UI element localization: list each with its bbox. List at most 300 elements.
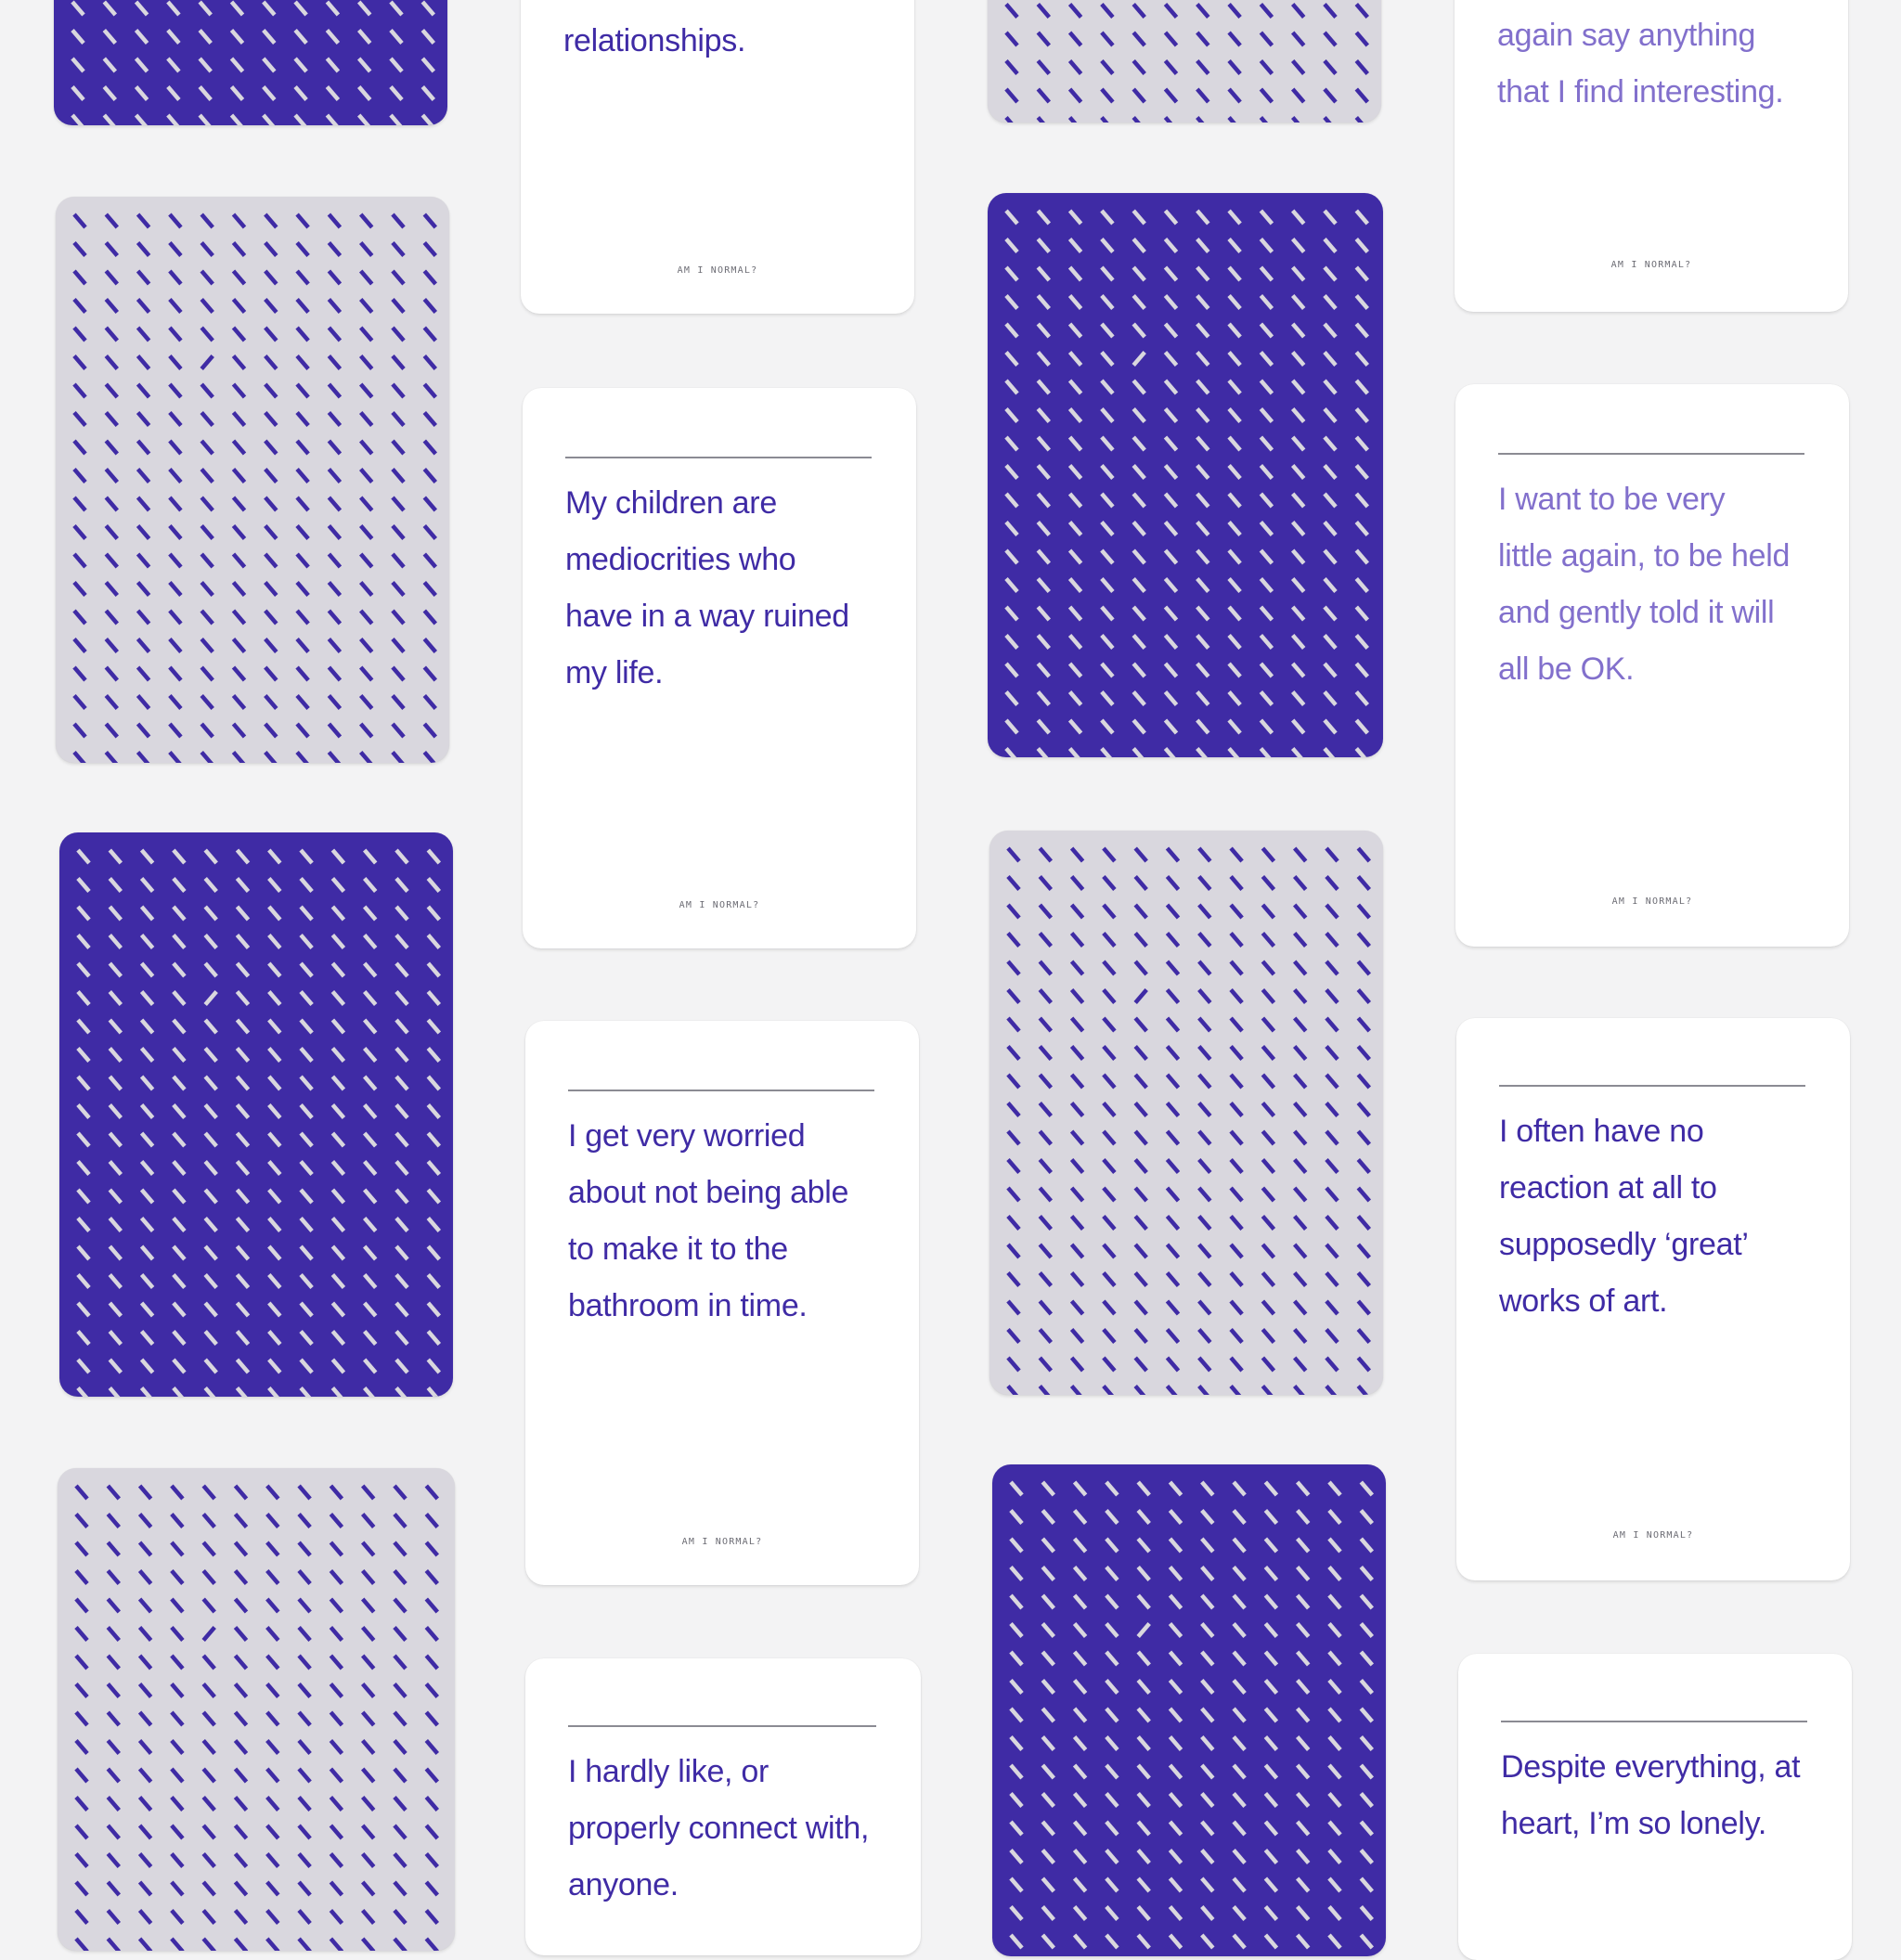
pattern-dash [269, 1275, 280, 1288]
pattern-dash [269, 907, 280, 920]
pattern-dash [1231, 1075, 1242, 1088]
pattern-dash [1166, 211, 1177, 224]
pattern-dash [426, 1486, 437, 1499]
pattern-dash [1202, 1567, 1213, 1580]
pattern-dash [174, 1388, 185, 1398]
pattern-dash [365, 1332, 376, 1345]
pattern-dash [1133, 720, 1144, 733]
pattern-dash [424, 470, 435, 483]
pattern-dash [1133, 296, 1144, 309]
pattern-dash [332, 935, 343, 948]
pattern-dash [1234, 1935, 1245, 1948]
pattern-dash [1040, 1188, 1051, 1201]
pattern-dash [1038, 267, 1049, 280]
pattern-dash [1197, 466, 1209, 479]
pattern-dash [1133, 522, 1144, 535]
pattern-dash [297, 583, 308, 596]
pattern-dash [332, 1219, 343, 1231]
pattern-dash [301, 1133, 312, 1146]
pattern-dash [1135, 1217, 1146, 1230]
pattern-dash [1104, 1244, 1115, 1257]
pattern-dash [106, 271, 117, 284]
pattern-dash [1356, 296, 1367, 309]
pattern-dash [110, 1219, 121, 1231]
pattern-dash [136, 2, 148, 15]
pattern-dash [1104, 1188, 1115, 1201]
pattern-dash [1325, 494, 1336, 507]
pattern-dash [1326, 1301, 1338, 1314]
pattern-dash [140, 1825, 151, 1838]
pattern-dash [1326, 1386, 1338, 1396]
pattern-dash [1262, 1386, 1274, 1396]
pattern-dash [1042, 1652, 1054, 1665]
pattern-dash [1202, 1652, 1213, 1665]
pattern-dash [78, 1190, 89, 1203]
pattern-dash [1042, 1539, 1054, 1552]
pattern-dash [1231, 1273, 1242, 1286]
pattern-dash [327, 87, 338, 100]
pattern-dash [1006, 550, 1017, 563]
pattern-dash [330, 1825, 342, 1838]
pattern-dash [205, 1219, 216, 1231]
pattern-dash [1358, 1330, 1369, 1343]
card-front [525, 1021, 919, 1585]
pattern-dash [1293, 118, 1304, 123]
pattern-dash [1295, 1301, 1306, 1314]
pattern-dash [201, 356, 213, 369]
pattern-dash [1011, 1907, 1022, 1920]
pattern-dash [365, 1360, 376, 1373]
pattern-dash [297, 724, 308, 737]
pattern-dash [330, 1486, 342, 1499]
pattern-dash [1356, 466, 1367, 479]
pattern-dash [138, 214, 149, 227]
pattern-dash [203, 1486, 214, 1499]
pattern-dash [426, 1684, 437, 1697]
pattern-dash [1199, 1075, 1210, 1088]
pattern-dash [424, 271, 435, 284]
pattern-dash [301, 850, 312, 863]
pattern-dash [1361, 1511, 1372, 1524]
pattern-dash [1008, 1273, 1019, 1286]
pattern-dash [110, 963, 121, 976]
pattern-dash [238, 1388, 249, 1398]
pattern-dash [1040, 990, 1051, 1003]
pattern-dash [110, 1360, 121, 1373]
pattern-dash [140, 1741, 151, 1754]
pattern-dash [1042, 1511, 1054, 1524]
pattern-dash [361, 667, 372, 680]
pattern-dash [1197, 522, 1209, 535]
pattern-dash [201, 300, 213, 313]
pattern-dash [76, 1628, 87, 1641]
pattern-dash [142, 1275, 153, 1288]
pattern-dash [104, 115, 115, 125]
pattern-dash [110, 992, 121, 1005]
pattern-dash [1038, 692, 1049, 705]
pattern-dash [1011, 1539, 1022, 1552]
pattern-dash [269, 1190, 280, 1203]
pattern-dash [330, 1882, 342, 1895]
pattern-dash [1295, 1330, 1306, 1343]
pattern-dash [393, 639, 404, 652]
pattern-dash [1070, 239, 1081, 252]
pattern-dash [361, 470, 372, 483]
pattern-dash [1326, 934, 1338, 947]
pattern-dash [426, 1628, 437, 1641]
pattern-dash [1199, 1386, 1210, 1396]
pattern-dash [428, 879, 439, 892]
card-quote: relationships. [563, 23, 746, 58]
pattern-dash [424, 611, 435, 624]
card-brand: AM I NORMAL? [681, 1537, 763, 1547]
pattern-dash [426, 1911, 437, 1924]
pattern-dash [201, 753, 213, 764]
pattern-dash [1006, 118, 1017, 123]
pattern-dash [297, 271, 308, 284]
card-quote: again say anything that I find interesting. [1497, 18, 1784, 110]
pattern-dash [301, 935, 312, 948]
pattern-dash [74, 583, 85, 596]
pattern-dash [1070, 636, 1081, 649]
pattern-dash [1325, 353, 1336, 366]
pattern-dash [1138, 1624, 1149, 1637]
pattern-dash [1135, 990, 1146, 1003]
pattern-dash [106, 753, 117, 764]
pattern-dash [295, 115, 306, 125]
pattern-dash [205, 879, 216, 892]
pattern-dash [1265, 1652, 1276, 1665]
pattern-dash [1326, 1330, 1338, 1343]
pattern-dash [1293, 749, 1304, 758]
card-back-grey [58, 1468, 455, 1951]
pattern-dash [174, 1360, 185, 1373]
pattern-dash [110, 879, 121, 892]
pattern-dash [1168, 1217, 1179, 1230]
pattern-dash [1261, 749, 1272, 758]
pattern-dash [1356, 409, 1367, 422]
pattern-dash [1326, 848, 1338, 861]
pattern-dash [1329, 1850, 1340, 1863]
pattern-dash [426, 1741, 437, 1754]
pattern-dash [1038, 239, 1049, 252]
pattern-dash [74, 441, 85, 454]
pattern-dash [1202, 1822, 1213, 1835]
pattern-dash [142, 963, 153, 976]
pattern-dash [1234, 1822, 1245, 1835]
card-brand: AM I NORMAL? [1611, 896, 1693, 907]
pattern-dash [110, 1246, 121, 1259]
pattern-dash [428, 1246, 439, 1259]
pattern-dash [1133, 118, 1144, 123]
pattern-dash [1070, 409, 1081, 422]
pattern-dash [1231, 934, 1242, 947]
pattern-dash [329, 696, 340, 709]
pattern-dash [393, 300, 404, 313]
pattern-dash [1358, 877, 1369, 890]
pattern-dash [110, 1020, 121, 1033]
pattern-dash [1133, 5, 1144, 18]
pattern-dash [201, 243, 213, 256]
pattern-dash [1199, 1160, 1210, 1173]
pattern-dash [1231, 1018, 1242, 1031]
pattern-dash [1168, 1273, 1179, 1286]
pattern-dash [1229, 5, 1240, 18]
pattern-dash [1133, 239, 1144, 252]
pattern-dash [1102, 267, 1113, 280]
pattern-dash [1358, 1075, 1369, 1088]
pattern-dash [1358, 934, 1369, 947]
dash-pattern [992, 1464, 1386, 1956]
pattern-dash [1199, 1301, 1210, 1314]
pattern-dash [205, 992, 216, 1005]
pattern-dash [78, 963, 89, 976]
pattern-dash [1008, 934, 1019, 947]
pattern-dash [1133, 324, 1144, 337]
pattern-dash [1197, 409, 1209, 422]
pattern-dash [1166, 692, 1177, 705]
pattern-dash [138, 724, 149, 737]
pattern-dash [1040, 1301, 1051, 1314]
pattern-dash [170, 271, 181, 284]
pattern-dash [426, 1854, 437, 1867]
pattern-dash [297, 696, 308, 709]
pattern-dash [1168, 877, 1179, 890]
pattern-dash [1234, 1765, 1245, 1778]
pattern-dash [1325, 522, 1336, 535]
pattern-dash [234, 300, 245, 313]
pattern-dash [393, 413, 404, 426]
pattern-dash [428, 1077, 439, 1090]
pattern-dash [330, 1656, 342, 1669]
pattern-dash [138, 611, 149, 624]
pattern-dash [265, 356, 277, 369]
pattern-dash [330, 1939, 342, 1951]
pattern-dash [394, 1939, 406, 1951]
pattern-dash [332, 1360, 343, 1373]
pattern-dash [365, 1219, 376, 1231]
pattern-dash [1170, 1935, 1182, 1948]
pattern-dash [265, 696, 277, 709]
pattern-dash [269, 1162, 280, 1175]
pattern-dash [396, 1303, 407, 1316]
pattern-dash [1040, 961, 1051, 974]
pattern-dash [1262, 1047, 1274, 1060]
pattern-dash [1102, 720, 1113, 733]
pattern-dash [1199, 1244, 1210, 1257]
pattern-dash [172, 1911, 183, 1924]
pattern-dash [1011, 1822, 1022, 1835]
card-quote: Despite everything, at heart, I’m so lonely. [1501, 1749, 1801, 1841]
pattern-dash [106, 214, 117, 227]
pattern-dash [1197, 720, 1209, 733]
pattern-dash [201, 384, 213, 397]
pattern-dash [108, 1741, 119, 1754]
pattern-dash [424, 243, 435, 256]
pattern-dash [1361, 1539, 1372, 1552]
pattern-dash [174, 1332, 185, 1345]
pattern-dash [234, 696, 245, 709]
card-quote: I hardly like, or properly connect with, anyone. [568, 1754, 870, 1902]
pattern-dash [142, 1020, 153, 1033]
pattern-dash [332, 1332, 343, 1345]
pattern-dash [365, 1246, 376, 1259]
pattern-dash [170, 696, 181, 709]
pattern-dash [110, 1133, 121, 1146]
pattern-dash [301, 963, 312, 976]
pattern-dash [393, 271, 404, 284]
pattern-dash [297, 554, 308, 567]
pattern-dash [142, 1049, 153, 1062]
pattern-dash [78, 1275, 89, 1288]
pattern-dash [1138, 1539, 1149, 1552]
pattern-dash [1234, 1511, 1245, 1524]
pattern-dash [1325, 692, 1336, 705]
pattern-dash [1361, 1907, 1372, 1920]
pattern-dash [74, 696, 85, 709]
pattern-dash [172, 1769, 183, 1782]
pattern-dash [269, 963, 280, 976]
pattern-dash [234, 583, 245, 596]
pattern-dash [1234, 1878, 1245, 1891]
pattern-dash [332, 1303, 343, 1316]
pattern-dash [140, 1882, 151, 1895]
pattern-dash [1261, 494, 1272, 507]
pattern-dash [76, 1656, 87, 1669]
pattern-dash [1295, 1188, 1306, 1201]
pattern-dash [424, 384, 435, 397]
pattern-dash [1138, 1595, 1149, 1608]
pattern-dash [422, 87, 433, 100]
pattern-dash [1231, 905, 1242, 918]
pattern-dash [363, 1825, 374, 1838]
pattern-dash [301, 1275, 312, 1288]
pattern-dash [200, 115, 211, 125]
pattern-dash [174, 963, 185, 976]
pattern-dash [1040, 848, 1051, 861]
pattern-dash [393, 214, 404, 227]
pattern-dash [140, 1571, 151, 1584]
pattern-dash [238, 907, 249, 920]
pattern-dash [426, 1798, 437, 1811]
pattern-dash [1006, 267, 1017, 280]
pattern-dash [1135, 1244, 1146, 1257]
pattern-dash [1231, 1301, 1242, 1314]
pattern-dash [1329, 1652, 1340, 1665]
pattern-dash [1106, 1850, 1118, 1863]
pattern-dash [1358, 1301, 1369, 1314]
pattern-dash [170, 667, 181, 680]
pattern-dash [361, 753, 372, 764]
pattern-dash [428, 935, 439, 948]
pattern-dash [110, 1049, 121, 1062]
pattern-dash [1325, 211, 1336, 224]
pattern-dash [74, 526, 85, 539]
pattern-dash [426, 1656, 437, 1669]
pattern-dash [1104, 877, 1115, 890]
pattern-dash [1042, 1794, 1054, 1807]
pattern-dash [1356, 353, 1367, 366]
pattern-dash [1361, 1794, 1372, 1807]
pattern-dash [1102, 550, 1113, 563]
pattern-dash [78, 879, 89, 892]
pattern-dash [394, 1798, 406, 1811]
pattern-dash [1102, 5, 1113, 18]
pattern-dash [1197, 239, 1209, 252]
pattern-dash [1231, 1160, 1242, 1173]
pattern-dash [238, 1190, 249, 1203]
pattern-dash [104, 87, 115, 100]
pattern-dash [1265, 1850, 1276, 1863]
pattern-dash [142, 1332, 153, 1345]
pattern-dash [329, 611, 340, 624]
pattern-dash [1133, 579, 1144, 592]
pattern-dash [1361, 1681, 1372, 1694]
pattern-dash [396, 963, 407, 976]
pattern-dash [1326, 990, 1338, 1003]
pattern-dash [1199, 1358, 1210, 1371]
pattern-dash [1325, 296, 1336, 309]
pattern-dash [1011, 1511, 1022, 1524]
pattern-dash [1168, 961, 1179, 974]
pattern-dash [232, 2, 243, 15]
pattern-dash [1040, 1244, 1051, 1257]
pattern-dash [1011, 1595, 1022, 1608]
pattern-dash [1008, 1217, 1019, 1230]
pattern-dash [267, 1656, 278, 1669]
pattern-dash [396, 992, 407, 1005]
pattern-dash [170, 441, 181, 454]
pattern-dash [1011, 1765, 1022, 1778]
pattern-dash [238, 1077, 249, 1090]
pattern-dash [267, 1854, 278, 1867]
pattern-dash [396, 1077, 407, 1090]
pattern-dash [1325, 409, 1336, 422]
pattern-dash [1168, 1018, 1179, 1031]
pattern-dash [295, 87, 306, 100]
pattern-dash [1106, 1567, 1118, 1580]
pattern-dash [1070, 550, 1081, 563]
pattern-dash [138, 441, 149, 454]
pattern-dash [1006, 32, 1017, 45]
pattern-dash [267, 1684, 278, 1697]
pattern-dash [363, 1939, 374, 1951]
pattern-dash [78, 1105, 89, 1118]
pattern-dash [269, 1388, 280, 1398]
pattern-dash [301, 907, 312, 920]
pattern-dash [106, 441, 117, 454]
pattern-dash [394, 1486, 406, 1499]
pattern-dash [329, 470, 340, 483]
pattern-dash [110, 1332, 121, 1345]
pattern-dash [1166, 353, 1177, 366]
pattern-dash [1234, 1737, 1245, 1750]
pattern-dash [1170, 1595, 1182, 1608]
pattern-dash [428, 907, 439, 920]
pattern-dash [138, 413, 149, 426]
pattern-dash [396, 1388, 407, 1398]
pattern-dash [428, 1303, 439, 1316]
pattern-dash [78, 1303, 89, 1316]
pattern-dash [1102, 324, 1113, 337]
card-front [1458, 1654, 1852, 1960]
pattern-dash [1231, 848, 1242, 861]
pattern-dash [361, 413, 372, 426]
pattern-dash [1006, 494, 1017, 507]
pattern-dash [1006, 5, 1017, 18]
pattern-dash [1006, 522, 1017, 535]
pattern-dash [1298, 1794, 1309, 1807]
